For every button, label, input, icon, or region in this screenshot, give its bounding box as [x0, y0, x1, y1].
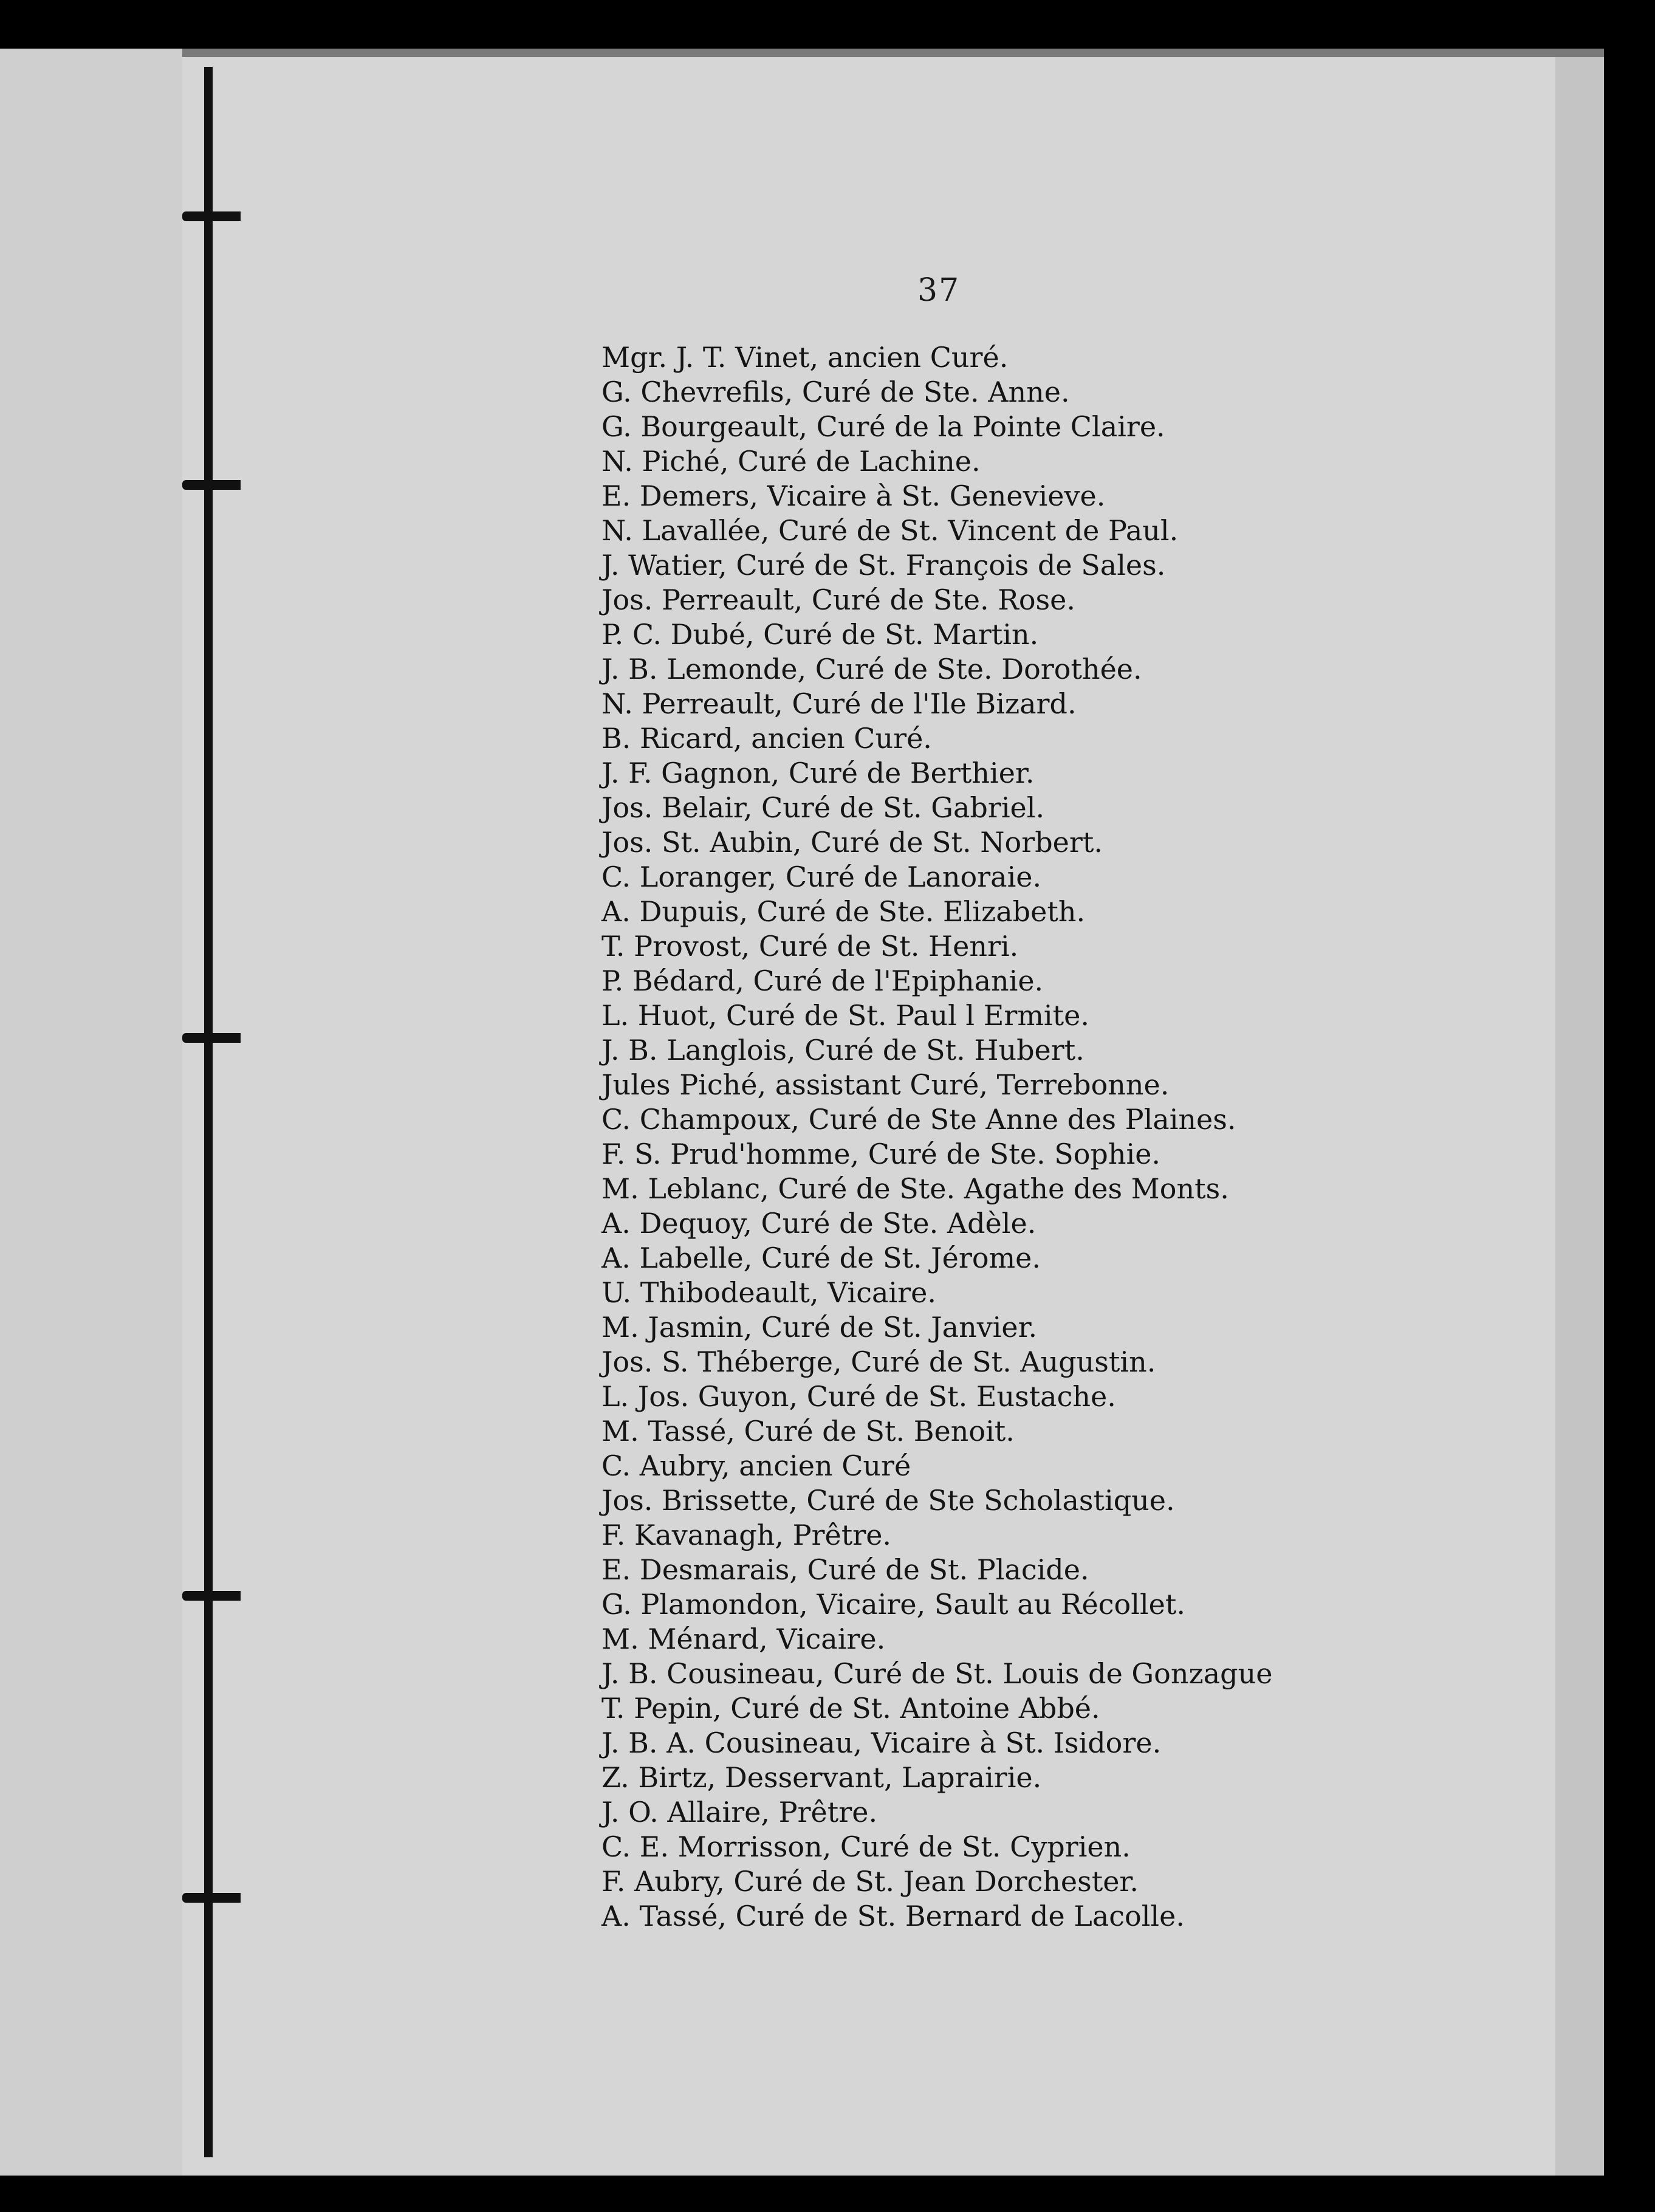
list-item: M. Ménard, Vicaire. — [601, 1623, 886, 1655]
list-item: J. F. Gagnon, Curé de Berthier. — [601, 757, 1035, 789]
list-item: M. Jasmin, Curé de St. Janvier. — [601, 1311, 1038, 1344]
list-item: Jos. Belair, Curé de St. Gabriel. — [601, 791, 1045, 824]
list-item: M. Tassé, Curé de St. Benoit. — [601, 1415, 1015, 1448]
page-top-edge — [182, 49, 1604, 57]
list-item: G. Bourgeault, Curé de la Pointe Claire. — [601, 410, 1165, 443]
stitch-knot — [182, 1893, 241, 1903]
facing-page-edge — [0, 49, 182, 2176]
list-item: J. Watier, Curé de St. François de Sales. — [601, 549, 1166, 582]
list-item: N. Piché, Curé de Lachine. — [601, 445, 981, 478]
list-item: N. Perreault, Curé de l'Ile Bizard. — [601, 687, 1077, 720]
stitch-knot — [182, 480, 241, 490]
list-item: Jos. Brissette, Curé de Ste Scholastique. — [601, 1484, 1175, 1517]
stitch-knot — [182, 1591, 241, 1601]
list-item: P. Bédard, Curé de l'Epiphanie. — [601, 964, 1044, 997]
list-item: J. B. Langlois, Curé de St. Hubert. — [601, 1034, 1084, 1066]
list-item: E. Desmarais, Curé de St. Placide. — [601, 1553, 1089, 1586]
list-item: G. Plamondon, Vicaire, Sault au Récollet. — [601, 1588, 1185, 1621]
list-item: T. Pepin, Curé de St. Antoine Abbé. — [601, 1692, 1100, 1725]
list-item: B. Ricard, ancien Curé. — [601, 722, 932, 755]
list-item: E. Demers, Vicaire à St. Genevieve. — [601, 479, 1106, 512]
list-item: L. Jos. Guyon, Curé de St. Eustache. — [601, 1380, 1116, 1413]
list-item: L. Huot, Curé de St. Paul l Ermite. — [601, 999, 1089, 1032]
list-item: Jos. S. Théberge, Curé de St. Augustin. — [601, 1345, 1156, 1378]
list-item: N. Lavallée, Curé de St. Vincent de Paul. — [601, 514, 1179, 547]
list-item: U. Thibodeault, Vicaire. — [601, 1276, 936, 1309]
list-item: A. Dupuis, Curé de Ste. Elizabeth. — [601, 895, 1086, 928]
list-item: J. B. A. Cousineau, Vicaire à St. Isidore. — [601, 1726, 1162, 1759]
list-item: T. Provost, Curé de St. Henri. — [601, 930, 1019, 963]
list-item: J. O. Allaire, Prêtre. — [601, 1796, 878, 1829]
list-item: A. Dequoy, Curé de Ste. Adèle. — [601, 1207, 1037, 1240]
list-item: F. Aubry, Curé de St. Jean Dorchester. — [601, 1865, 1139, 1898]
list-item: Jules Piché, assistant Curé, Terrebonne. — [601, 1068, 1170, 1101]
list-item: Jos. St. Aubin, Curé de St. Norbert. — [601, 826, 1103, 859]
binding-thread — [182, 49, 243, 2176]
list-item: J. B. Lemonde, Curé de Ste. Dorothée. — [601, 653, 1142, 685]
list-item: C. E. Morrisson, Curé de St. Cyprien. — [601, 1830, 1131, 1863]
list-item: F. Kavanagh, Prêtre. — [601, 1519, 892, 1551]
list-item: J. B. Cousineau, Curé de St. Louis de Gonzague — [601, 1657, 1273, 1690]
page-number: 37 — [917, 272, 961, 309]
list-item: A. Tassé, Curé de St. Bernard de Lacolle. — [601, 1900, 1185, 1932]
list-item: G. Chevrefils, Curé de Ste. Anne. — [601, 376, 1070, 408]
clergy-list — [601, 340, 1367, 1934]
list-item: C. Aubry, ancien Curé — [601, 1449, 911, 1482]
list-item: Z. Birtz, Desservant, Laprairie. — [601, 1761, 1042, 1794]
list-item: M. Leblanc, Curé de Ste. Agathe des Monts. — [601, 1172, 1229, 1205]
stitch-knot — [182, 211, 241, 221]
stitch-knot — [182, 1033, 241, 1043]
list-item: C. Loranger, Curé de Lanoraie. — [601, 860, 1042, 893]
list-item: F. S. Prud'homme, Curé de Ste. Sophie. — [601, 1138, 1161, 1170]
stitch-line — [204, 67, 213, 2157]
list-item: C. Champoux, Curé de Ste Anne des Plaines. — [601, 1103, 1236, 1136]
list-item: P. C. Dubé, Curé de St. Martin. — [601, 618, 1039, 651]
list-item: Jos. Perreault, Curé de Ste. Rose. — [601, 583, 1075, 616]
list-item: A. Labelle, Curé de St. Jérome. — [601, 1242, 1041, 1274]
page-right-shadow — [1555, 49, 1604, 2176]
list-item: Mgr. J. T. Vinet, ancien Curé. — [601, 341, 1009, 374]
